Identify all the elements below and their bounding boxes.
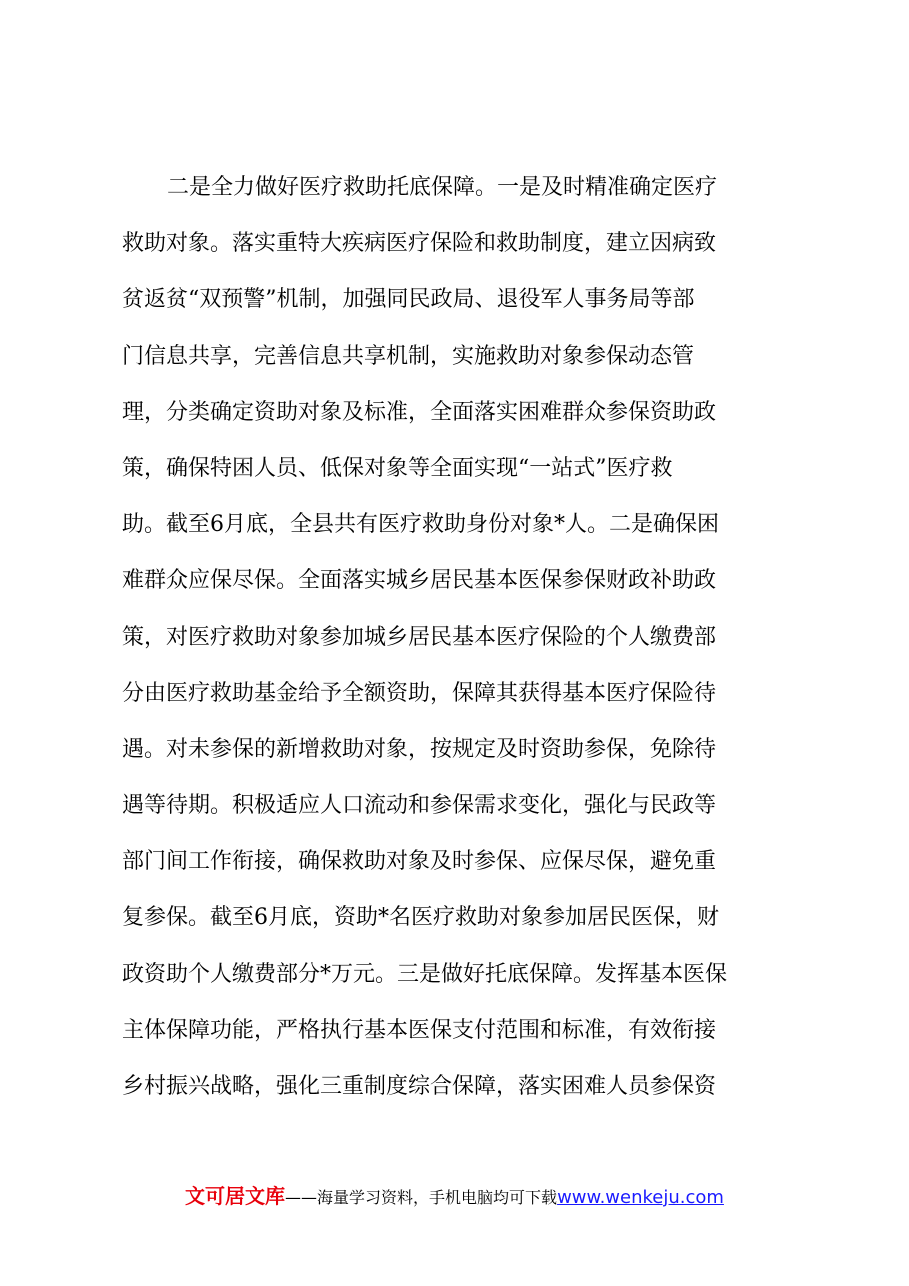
footer-tagline: ——海量学习资料，手机电脑均可下载 [285, 1188, 558, 1207]
text-line: 乡村振兴战略，强化三重制度综合保障，落实困难人员参保资 [122, 1074, 717, 1099]
text-line: 门信息共享，完善信息共享机制，实施救助对象参保动态管 [122, 343, 695, 369]
footer-banner [0, 1180, 909, 1209]
text-line: 策，确保特困人员、低保对象等全面实现“一站式”医疗救 [122, 455, 673, 481]
text-line: 遇等待期。积极适应人口流动和参保需求变化，强化与民政等 [122, 793, 717, 819]
text-line: 理，分类确定资助对象及标准，全面落实困难群众参保资助政 [122, 399, 717, 425]
text-line: 主体保障功能，严格执行基本医保支付范围和标准，有效衔接 [122, 1017, 717, 1043]
text-line: 政资助个人缴费部分*万元。三是做好托底保障。发挥基本医保 [122, 961, 728, 987]
text-line: 策，对医疗救助对象参加城乡居民基本医疗保险的个人缴费部 [122, 624, 717, 650]
text-line: 分由医疗救助基金给予全额资助，保障其获得基本医疗保险待 [122, 680, 717, 706]
text-line: 贫返贫“双预警”机制，加强同民政局、退役军人事务局等部 [122, 287, 695, 313]
text-line: 助。截至6月底，全县共有医疗救助身份对象*人。二是确保困 [122, 512, 719, 538]
text-line: 二是全力做好医疗救助托底保障。一是及时精准确定医疗 [167, 175, 718, 200]
body-paragraph [122, 160, 794, 1115]
text-line: 复参保。截至6月底，资助*名医疗救助对象参加居民医保，财 [122, 905, 719, 931]
text-line: 部门间工作衔接，确保救助对象及时参保、应保尽保，避免重 [122, 849, 717, 875]
footer-brand: 文可居文库 [185, 1184, 286, 1208]
text-line: 难群众应保尽保。全面落实城乡居民基本医保参保财政补助政 [122, 568, 717, 594]
text-line: 救助对象。落实重特大疾病医疗保险和救助制度，建立因病致 [122, 231, 717, 257]
text-line: 遇。对未参保的新增救助对象，按规定及时资助参保，免除待 [122, 736, 717, 762]
footer-site-link[interactable]: www.wenkeju.com [557, 1187, 724, 1208]
